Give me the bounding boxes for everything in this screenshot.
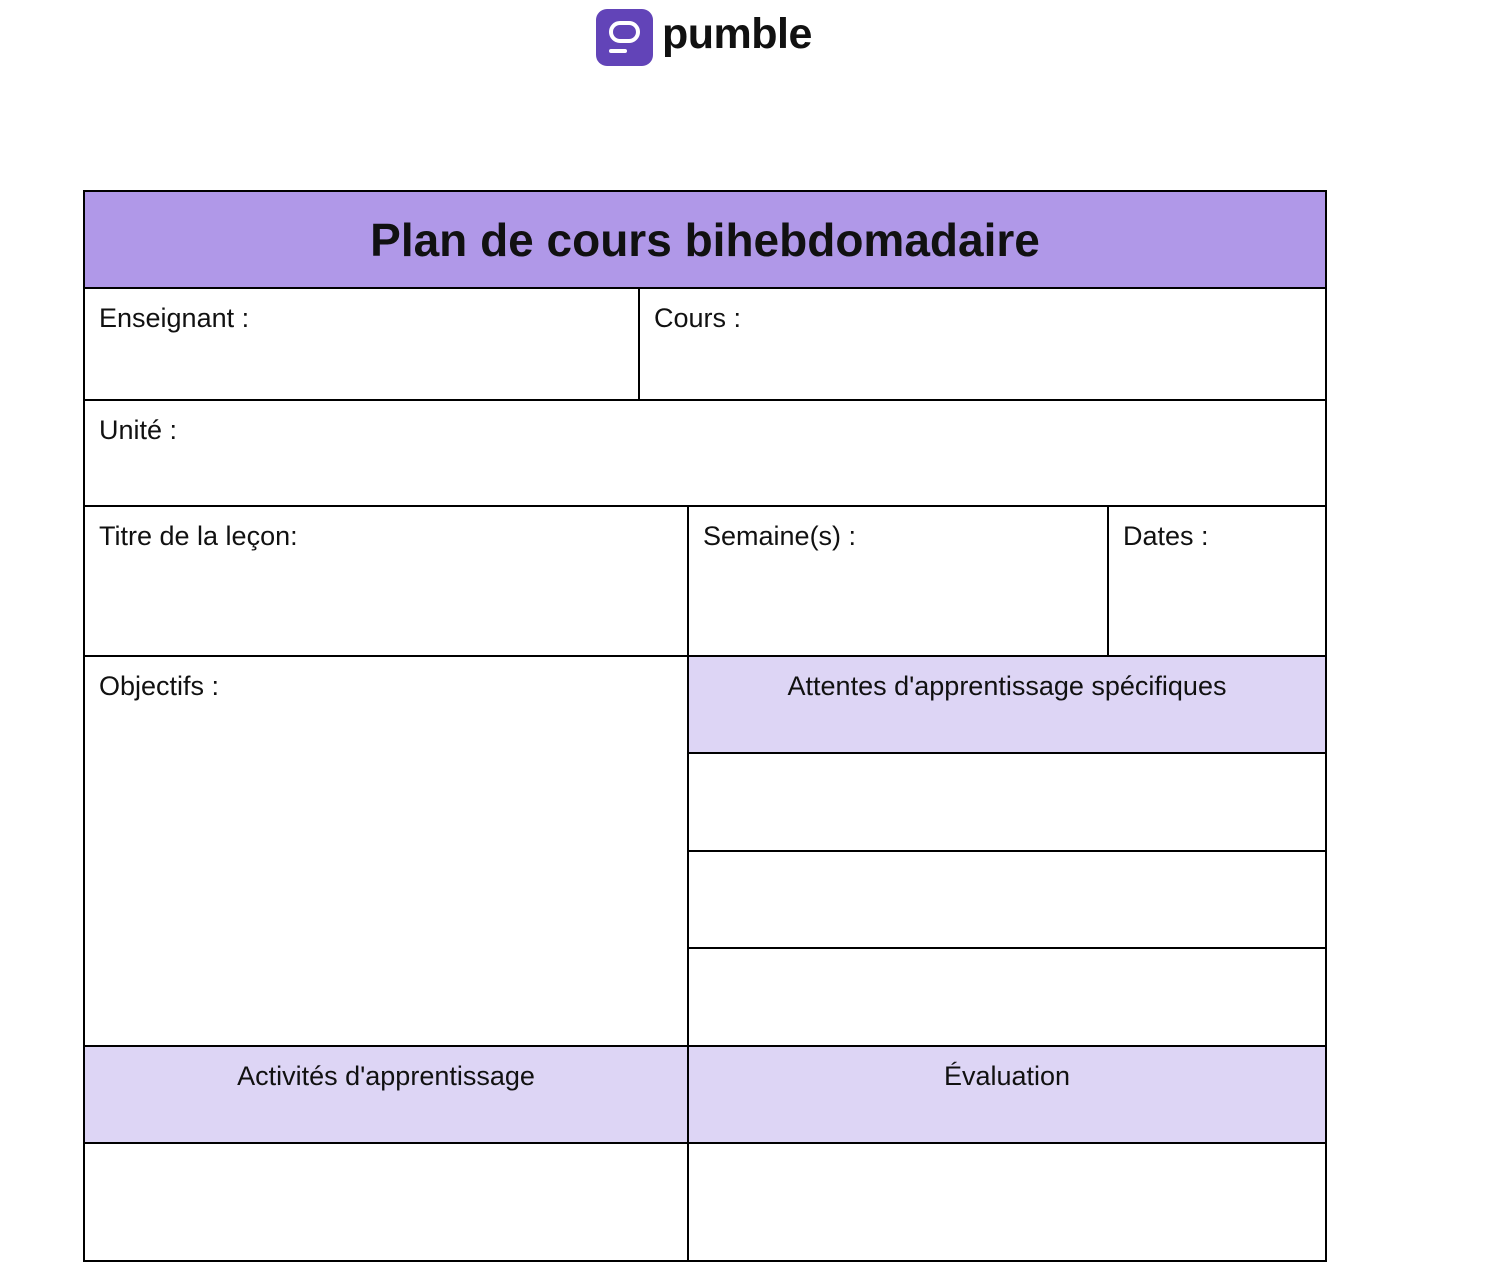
objectives-field[interactable] <box>83 655 689 1047</box>
evaluation-header: Évaluation <box>687 1045 1327 1144</box>
document-title: Plan de cours bihebdomadaire <box>83 190 1327 289</box>
brand-name: pumble <box>662 9 812 58</box>
teacher-field[interactable] <box>83 287 640 401</box>
expectations-header: Attentes d'apprentissage spécifiques <box>687 655 1327 754</box>
activities-content[interactable] <box>83 1142 689 1262</box>
unit-field[interactable] <box>83 399 1327 507</box>
weeks-field[interactable] <box>687 505 1109 657</box>
dates-field[interactable] <box>1107 505 1327 657</box>
expectation-row-2[interactable] <box>687 850 1327 949</box>
course-field[interactable] <box>638 287 1327 401</box>
dates-label: Dates : <box>1123 521 1209 551</box>
pumble-chat-bubble-icon <box>596 9 653 66</box>
unit-label: Unité : <box>99 415 178 445</box>
lesson-title-label: Titre de la leçon: <box>99 521 298 551</box>
lesson-title-field[interactable] <box>83 505 689 657</box>
pumble-logo <box>596 8 812 66</box>
weeks-label: Semaine(s) : <box>703 521 857 551</box>
expectation-row-1[interactable] <box>687 752 1327 852</box>
expectation-row-3[interactable] <box>687 947 1327 1047</box>
objectives-label: Objectifs : <box>99 671 220 701</box>
evaluation-content[interactable] <box>687 1142 1327 1262</box>
activities-header: Activités d'apprentissage <box>83 1045 689 1144</box>
teacher-label: Enseignant : <box>99 303 250 333</box>
course-label: Cours : <box>654 303 742 333</box>
